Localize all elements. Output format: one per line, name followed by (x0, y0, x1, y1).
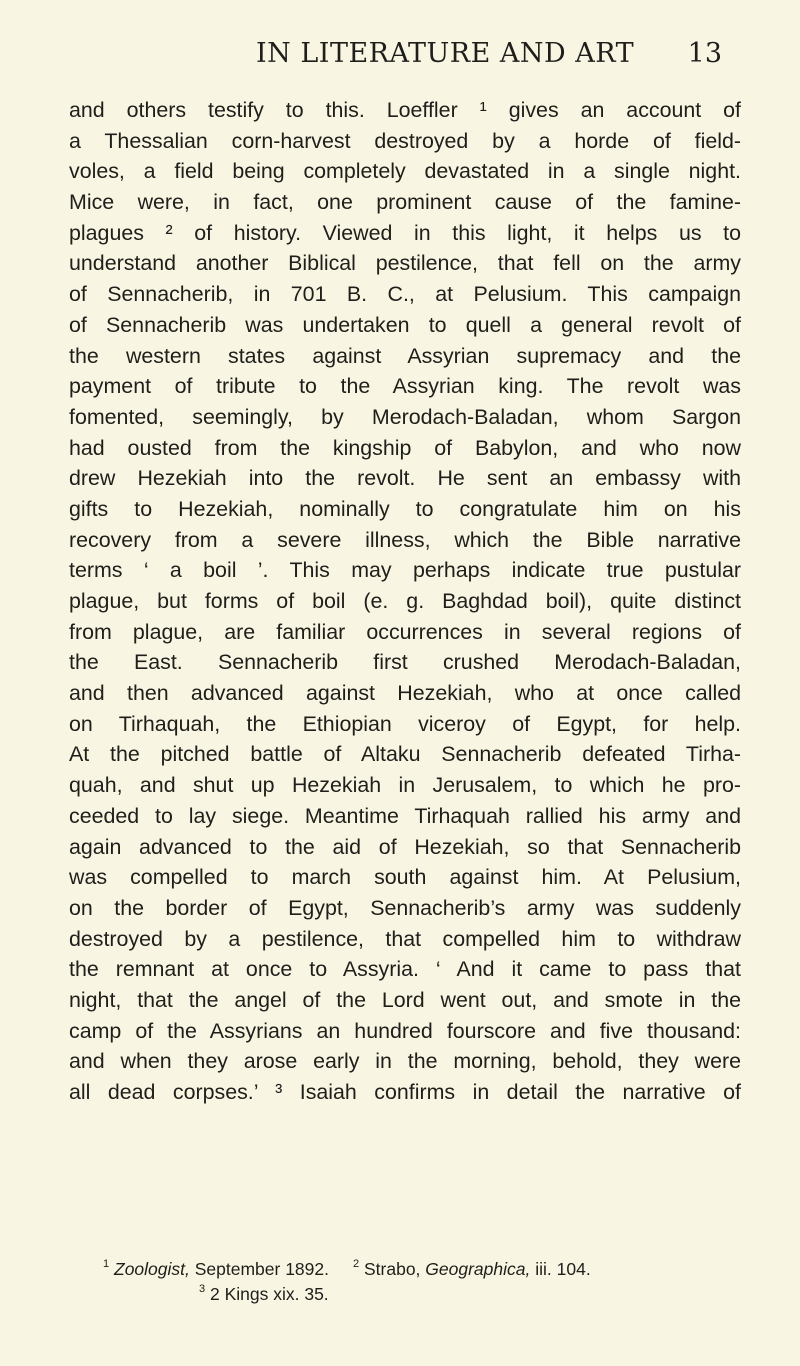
footnote-marker: 2 (353, 1258, 360, 1270)
text-line: on Tirhaquah, the Ethiopian viceroy of Egypt, for help. (69, 711, 741, 736)
footnote-3 (199, 1282, 329, 1307)
text-line: night, that the angel of the Lord went out, and smote in the (69, 987, 741, 1012)
text-line: plagues ² of history. Viewed in this light, it helps us to (69, 220, 741, 245)
text-line: a Thessalian corn-harvest destroyed by a horde of field- (69, 128, 741, 153)
footnotes (69, 1257, 741, 1307)
footnote-source: Zoologist, (114, 1259, 190, 1279)
text-line: ceeded to lay siege. Meantime Tirhaquah rallied his army and (69, 803, 741, 828)
text-line: and others testify to this. Loeffler ¹ gives an account of (69, 98, 741, 122)
text-line: was compelled to march south against him. At Pelusium, (69, 865, 741, 890)
text-line: from plague, are familiar occurrences in several regions of (69, 619, 741, 644)
footnote-2 (353, 1257, 591, 1282)
text-line: of Sennacherib was undertaken to quell a general revolt of (69, 312, 741, 337)
text-line: the western states against Assyrian supremacy and the (69, 343, 741, 368)
text-line: terms ‘ a boil ’. This may perhaps indicate true pustular (69, 558, 741, 583)
text-line: payment of tribute to the Assyrian king. The revolt was (69, 374, 741, 399)
page-number: 13 (687, 38, 722, 69)
text-line: and then advanced against Hezekiah, who at once called (69, 681, 741, 706)
footnote-text: Strabo, (364, 1259, 426, 1279)
footnote-text: September 1892. (189, 1259, 329, 1279)
text-line: again advanced to the aid of Hezekiah, so that Sennacherib (69, 834, 741, 859)
text-line: gifts to Hezekiah, nominally to congratulate him on his (69, 496, 741, 521)
footnote-row (69, 1282, 741, 1307)
text-line: fomented, seemingly, by Merodach-Baladan, whom Sargon (69, 404, 741, 429)
text-line: Mice were, in fact, one prominent cause of the famine- (69, 190, 741, 215)
footnote-marker: 3 (199, 1283, 206, 1295)
text-line: voles, a field being completely devastated in a single night. (69, 159, 741, 184)
footnote-text: iii. 104. (530, 1259, 591, 1279)
text-line: of Sennacherib, in 701 B. C., at Pelusium. This campaign (69, 282, 741, 307)
text-line: on the border of Egypt, Sennacherib’s army was suddenly (69, 895, 741, 920)
footnote-1 (103, 1257, 329, 1282)
footnote-source: Geographica, (425, 1259, 531, 1279)
footnote-text: 2 Kings xix. 35. (210, 1284, 329, 1304)
text-line: the East. Sennacherib first crushed Merodach-Baladan, (69, 650, 741, 675)
text-line: plague, but forms of boil (e. g. Baghdad boil), quite distinct (69, 589, 741, 613)
text-line: At the pitched battle of Altaku Sennacherib defeated Tirha- (69, 742, 741, 767)
text-line: and when they arose early in the morning, behold, they were (69, 1049, 741, 1074)
text-line: camp of the Assyrians an hundred fourscore and five thousand: (69, 1018, 741, 1043)
text-line: quah, and shut up Hezekiah in Jerusalem, to which he pro- (69, 773, 741, 798)
text-line: the remnant at once to Assyria. ‘ And it came to pass that (69, 957, 741, 982)
text-line: had ousted from the kingship of Babylon, and who now (69, 435, 741, 460)
footnote-marker: 1 (103, 1258, 110, 1270)
text-line: destroyed by a pestilence, that compelled him to withdraw (69, 926, 741, 951)
text-line: drew Hezekiah into the revolt. He sent an embassy with (69, 466, 741, 491)
running-title: IN LITERATURE AND ART (256, 38, 635, 69)
text-line: all dead corpses.’ ³ Isaiah confirms in detail the narrative of (69, 1080, 741, 1104)
text-line: understand another Biblical pestilence, that fell on the army (69, 251, 741, 276)
footnote-row (69, 1257, 741, 1282)
running-head (256, 38, 756, 74)
text-line: recovery from a severe illness, which the Bible narrative (69, 527, 741, 552)
body-text (69, 95, 741, 1108)
